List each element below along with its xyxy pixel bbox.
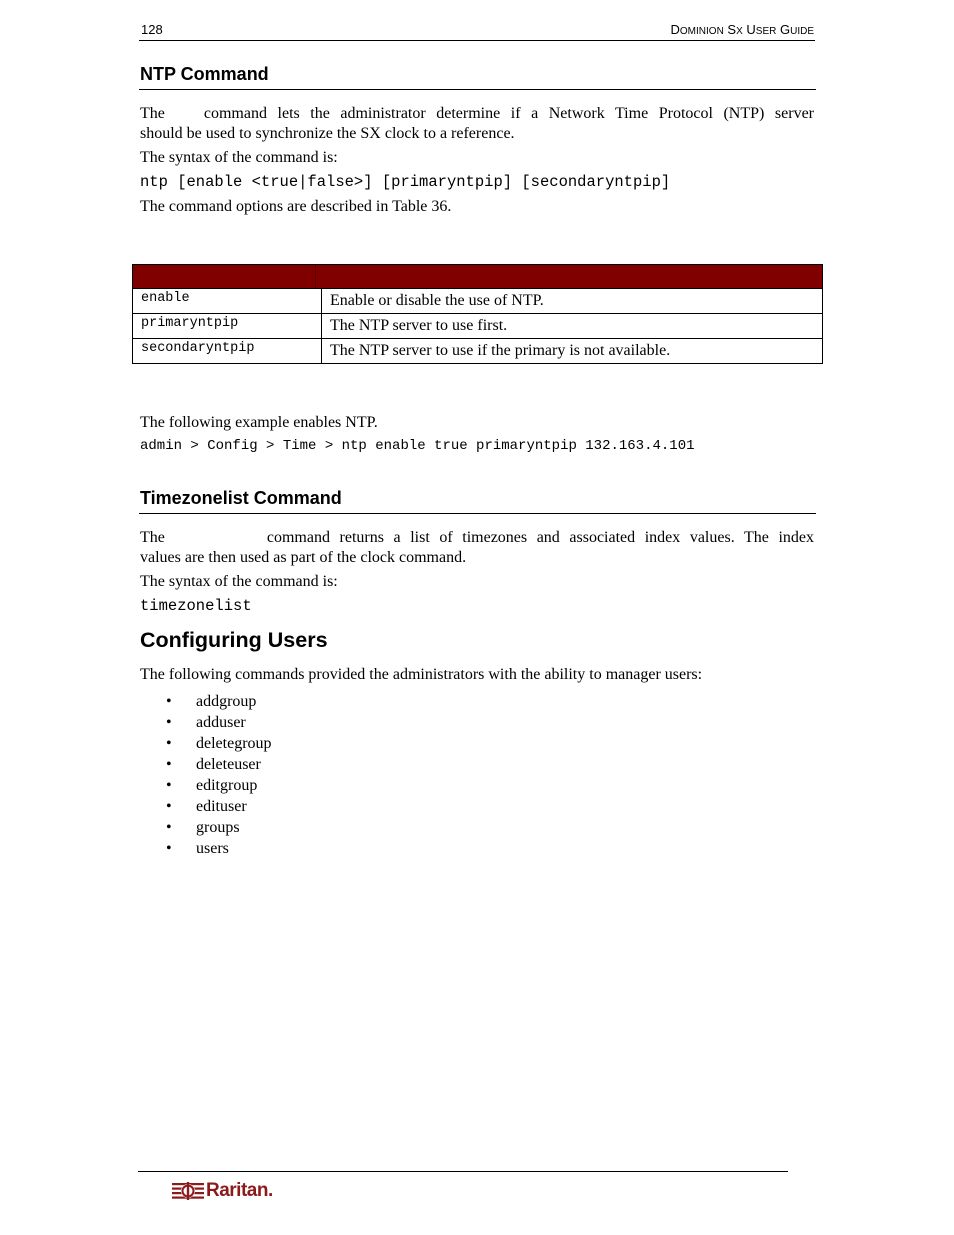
table-row (132, 339, 823, 364)
running-head (671, 22, 814, 37)
raritan-logo (172, 1180, 273, 1202)
timezonelist-intro-lead: The (140, 529, 165, 546)
timezonelist-intro-rest: command returns a list of timezones and associated index values. The index (266, 529, 814, 546)
ntp-intro-line1 (140, 104, 814, 124)
raritan-logo-text: Raritan. (206, 1180, 273, 1201)
timezonelist-intro-line2: values are then used as part of the clock command. (140, 549, 467, 566)
table-header-cell-option (133, 265, 316, 288)
description-cell: The NTP server to use first. (330, 317, 508, 334)
list-item: • deletegroup (166, 733, 272, 754)
ntp-heading: NTP Command (140, 64, 269, 84)
description-cell: Enable or disable the use of NTP. (330, 292, 544, 309)
list-item: • adduser (166, 712, 272, 733)
ntp-intro-line2: should be used to synchronize the SX clock to a reference. (140, 125, 515, 142)
ntp-intro-rest: command lets the administrator determine if a Network Time Protocol (NTP) server (203, 105, 814, 122)
user-command-list (166, 691, 272, 859)
users-intro: The following commands provided the administrators with the ability to manager users: (140, 666, 703, 683)
ntp-options-table (132, 264, 823, 364)
ntp-syntax-intro: The syntax of the command is: (140, 149, 338, 166)
table-header-row (132, 264, 823, 289)
timezonelist-intro-line1 (140, 528, 814, 548)
ntp-example-intro: The following example enables NTP. (140, 414, 378, 431)
ntp-table-reference: The command options are described in Table 36. (140, 198, 452, 215)
description-cell: The NTP server to use if the primary is not available. (330, 342, 671, 359)
raritan-mark-icon (172, 1180, 204, 1202)
option-cell: primaryntpip (133, 314, 322, 338)
timezonelist-heading-rule (139, 513, 816, 514)
timezonelist-syntax: timezonelist (140, 597, 252, 615)
list-item: • deleteuser (166, 754, 272, 775)
timezonelist-heading: Timezonelist Command (140, 488, 342, 508)
option-cell: secondaryntpip (133, 339, 322, 363)
list-item: • users (166, 838, 272, 859)
list-item: • edituser (166, 796, 272, 817)
header-rule (139, 40, 815, 41)
configuring-users-heading: Configuring Users (140, 628, 328, 652)
running-head-small-caps: DOMINION SX USER GUIDE (670, 22, 814, 37)
list-item: • groups (166, 817, 272, 838)
table-row (132, 314, 823, 339)
list-item: • editgroup (166, 775, 272, 796)
ntp-heading-rule (139, 89, 816, 90)
ntp-syntax: ntp [enable <true|false>] [primaryntpip] [secondaryntpip] (140, 173, 671, 191)
ntp-example-command: admin > Config > Time > ntp enable true primaryntpip 132.163.4.101 (140, 438, 695, 454)
timezonelist-syntax-intro: The syntax of the command is: (140, 573, 338, 590)
ntp-intro-lead: The (140, 105, 165, 122)
table-row (132, 289, 823, 314)
footer-rule (138, 1171, 788, 1172)
option-cell: enable (133, 289, 322, 313)
list-item: • addgroup (166, 691, 272, 712)
page-number: 128 (141, 22, 163, 37)
